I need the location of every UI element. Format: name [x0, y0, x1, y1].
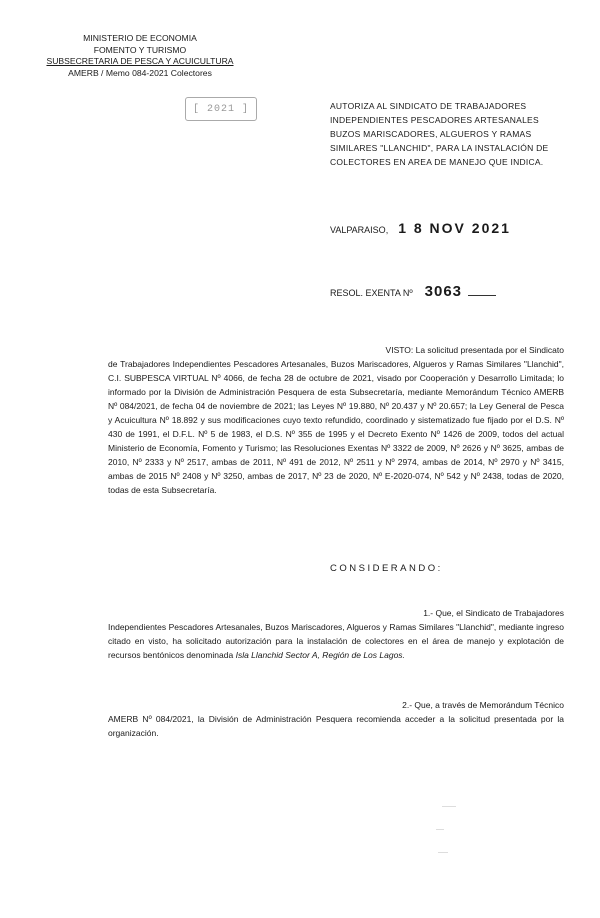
title-line-3: BUZOS MARISCADORES, ALGUEROS Y RAMAS	[330, 129, 532, 139]
point-1-body	[108, 620, 564, 662]
visto-section	[108, 343, 564, 497]
point-1-lead: 1.- Que, el Sindicato de Trabajadores	[423, 608, 564, 618]
stamp-text: [ 2021 ]	[192, 103, 249, 115]
visto-lead: VISTO: La solicitud presentada por el Sindicato	[385, 345, 564, 355]
document-title	[330, 99, 560, 169]
undersecretariat-line: SUBSECRETARIA DE PESCA Y ACUICULTURA	[46, 56, 234, 66]
issuer-header	[40, 33, 240, 79]
resolution-number: 3063	[424, 283, 463, 300]
considerando-point-2	[108, 698, 564, 740]
resolution-label: RESOL. EXENTA Nº	[330, 288, 413, 298]
title-line-5: COLECTORES EN AREA DE MANEJO QUE INDICA.	[330, 157, 544, 167]
point-1-text: Independientes Pescadores Artesanales, Buzos Mariscadores, Algueros y Ramas Similares "Llanchid", mediante ingreso citado en visto, ha solicitado autorización para la instalación de colectores en el área de manejo y explotación de recursos bentónicos denominada	[108, 622, 564, 660]
visto-body: de Trabajadores Independientes Pescadores Artesanales, Buzos Mariscadores, Algueros y Ramas Similares "Llanchid", C.I. SUBPESCA VIRTUAL Nº 4066, de fecha 28 de octubre de 2021, visado por Cooperación y Desarrollo Limitada; lo informado por la División de Administración Pesquera de esta Subsecretaría, mediante Memorándum Técnico AMERB Nº 084/2021, de fecha 04 de noviembre de 2021; las Leyes Nº 19.880, Nº 20.437 y Nº 20.657; la Ley General de Pesca y Acuicultura Nº 18.892 y sus modificaciones cuyo texto refundido, coordinado y sistematizado fue fijado por el D.S. Nº 430 de 1991, el D.F.L. Nº 5 de 1983, el D.S. Nº 355 de 1995 y el Decreto Exento Nº 1426 de 2009, todos del actual Ministerio de Economía, Fomento y Turismo; las Resoluciones Exentas Nº 3322 de 2009, Nº 2626 y Nº 3625, ambas de 2010, Nº 2333 y Nº 2517, ambas de 2011, Nº 491 de 2012, Nº 2511 y Nº 2974, ambas de 2014, Nº 2970 y Nº 3415, ambas de 2015 Nº 2408 y Nº 3250, ambas de 2017, Nº 23 de 2020, Nº E-2020-074, Nº 542 y Nº 2438, todas de 2020, todas de esta Subsecretaría.	[108, 359, 564, 495]
point-2-lead: 2.- Que, a través de Memorándum Técnico	[402, 700, 564, 710]
city: VALPARAISO,	[330, 225, 389, 235]
resolution-block	[330, 283, 570, 300]
faint-mark	[432, 800, 472, 870]
considerando-heading: CONSIDERANDO:	[330, 563, 443, 574]
point-1-location: Isla Llanchid Sector A, Región de Los Lagos.	[235, 650, 405, 660]
title-line-1: AUTORIZA AL SINDICATO DE TRABAJADORES	[330, 101, 527, 111]
date-value: 1 8 NOV 2021	[398, 220, 511, 236]
reception-stamp	[185, 97, 257, 121]
ministry-line: MINISTERIO DE ECONOMIA	[83, 33, 197, 43]
considerando-point-1	[108, 606, 564, 662]
title-line-2: INDEPENDIENTES PESCADORES ARTESANALES	[330, 115, 539, 125]
title-line-4: SIMILARES "LLANCHID", PARA LA INSTALACIÓN DE	[330, 143, 549, 153]
point-2-body: AMERB Nº 084/2021, la División de Administración Pesquera recomienda acceder a la solicitud presentada por la organización.	[108, 714, 564, 738]
resolution-underline	[468, 295, 496, 296]
ministry-subline: FOMENTO Y TURISMO	[93, 44, 187, 55]
reference-line: AMERB / Memo 084-2021 Colectores	[68, 67, 212, 78]
date-block	[330, 220, 570, 236]
